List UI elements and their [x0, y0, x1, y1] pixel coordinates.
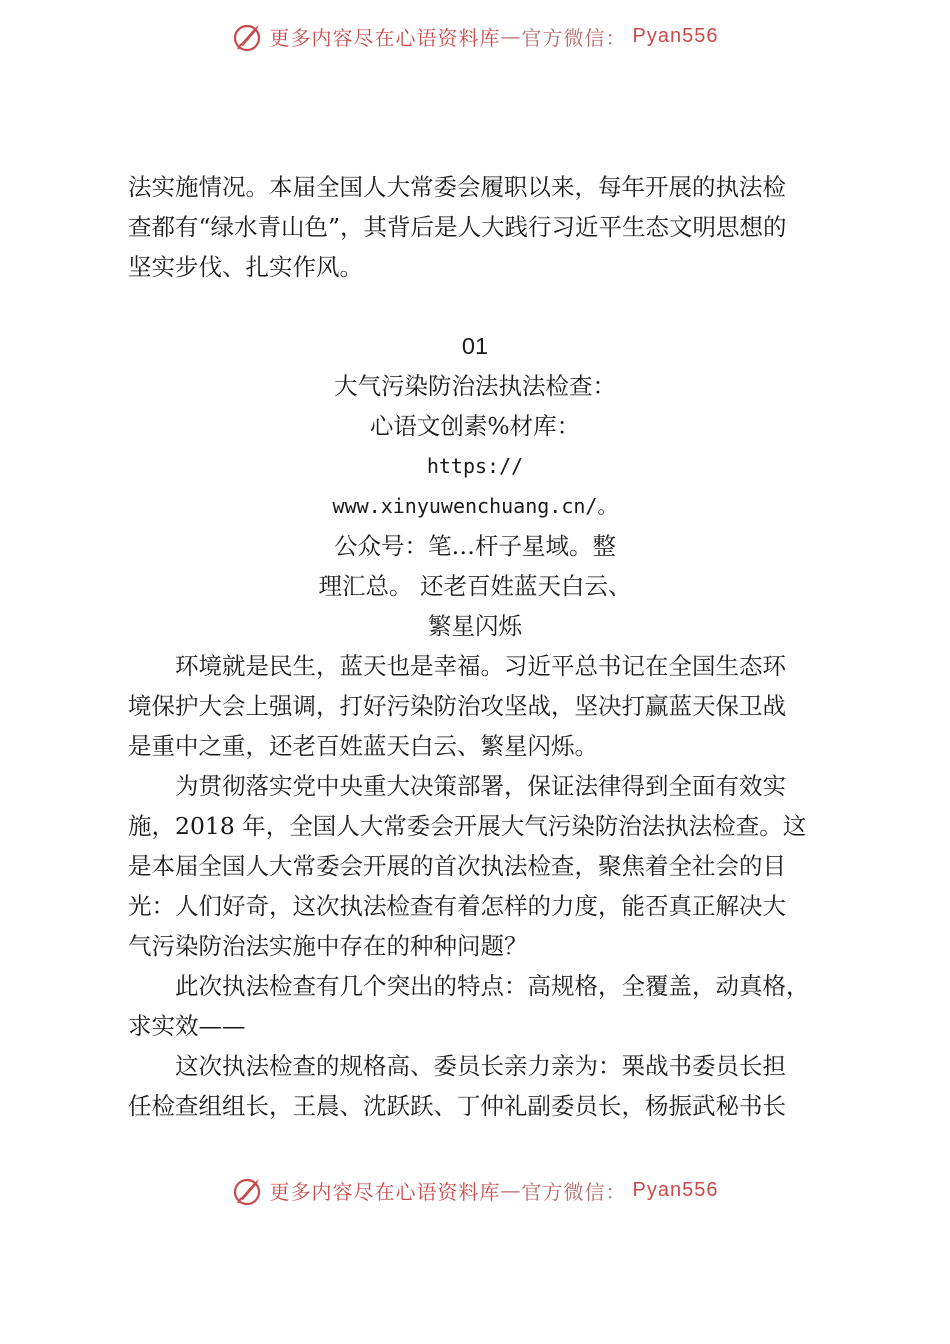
text-line: 是本届全国人大常委会开展的首次执法检查，聚焦着全社会的目 [128, 852, 786, 880]
section-title-line: 理汇总。 还老百姓蓝天白云、 [318, 572, 632, 600]
banner-wechat-id: Pyan556 [632, 1178, 719, 1201]
banner-main-text: 更多内容尽在心语资料库 [269, 1179, 501, 1204]
text-line: 施，2018 年，全国人大常委会开展大气污染防治法执法检查。这 [128, 812, 807, 840]
body-paragraph [128, 646, 832, 766]
pen-logo-icon [232, 1173, 266, 1207]
banner-separator: — [500, 24, 522, 48]
banner-separator: — [500, 1178, 522, 1202]
text-line: 气污染防治法实施中存在的种种问题？ [128, 932, 528, 960]
footer-banner [0, 1170, 950, 1210]
text-line: 任检查组组长，王晨、沈跃跃、丁仲礼副委员长，杨振武秘书长 [128, 1092, 786, 1120]
body-paragraph [128, 966, 832, 1046]
body-paragraph [128, 766, 832, 966]
text-line: 法实施情况。本届全国人大常委会履职以来，每年开展的执法检 [128, 173, 786, 201]
header-banner [0, 16, 950, 56]
text-line: 环境就是民生，蓝天也是幸福。习近平总书记在全国生态环 [128, 652, 786, 680]
section-title-line: 大气污染防治法执法检查： [334, 372, 616, 400]
banner-wechat-label: 官方微信： [521, 1179, 627, 1204]
banner-wechat-id: Pyan556 [632, 24, 719, 47]
text-line: 坚实步伐、扎实作风。 [128, 253, 363, 281]
text-line: 查都有“绿水青山色”，其背后是人大践行习近平生态文明思想的 [128, 213, 787, 241]
text-line: 为贯彻落实党中央重大决策部署，保证法律得到全面有效实 [128, 772, 786, 800]
section-title-line: 繁星闪烁 [428, 612, 522, 640]
text-line: 光：人们好奇，这次执法检查有着怎样的力度，能否真正解决大 [128, 892, 786, 920]
body-paragraph [128, 1046, 832, 1126]
text-line: 这次执法检查的规格高、委员长亲力亲为：栗战书委员长担 [128, 1052, 786, 1080]
pen-logo-icon [232, 19, 266, 53]
text-line: 此次执法检查有几个突出的特点：高规格，全覆盖，动真格， [128, 972, 810, 1000]
intro-paragraph [128, 167, 832, 287]
text-line: 求实效—— [128, 1012, 246, 1040]
banner-wechat-label: 官方微信： [521, 25, 627, 50]
section-title-line: https:// [426, 454, 524, 478]
text-line: 是重中之重，还老百姓蓝天白云、繁星闪烁。 [128, 732, 598, 760]
section-title-line: www.xinyuwenchuang.cn/。 [332, 494, 618, 518]
section-title-line: 心语文创素%材库： [369, 412, 581, 440]
banner-main-text: 更多内容尽在心语资料库 [269, 25, 501, 50]
section-title-line: 公众号：笔…杆子星域。整 [334, 532, 616, 560]
text-line: 境保护大会上强调，打好污染防治攻坚战，坚决打赢蓝天保卫战 [128, 692, 786, 720]
section-number: 01 [461, 333, 489, 359]
